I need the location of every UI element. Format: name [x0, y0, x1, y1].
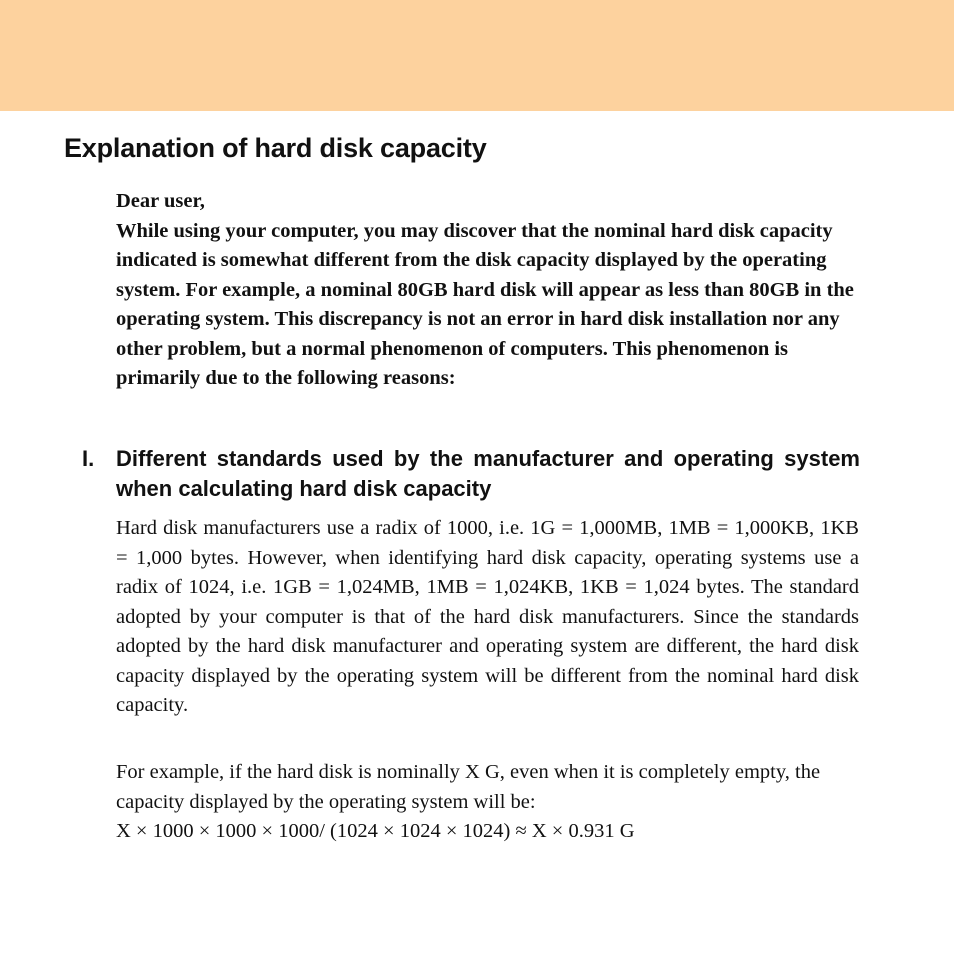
- section-title: Different standards used by the manufacturer and operating system when calculating hard disk capacity: [116, 446, 860, 501]
- radix-paragraph: Hard disk manufacturers use a radix of 1000, i.e. 1G = 1,000MB, 1MB = 1,000KB, 1KB = 1,000 bytes. However, when identifying hard disk capacity, operating systems use a radix of 1024, i.e. 1GB = 1,024MB, 1MB = 1,024KB, 1KB = 1,024 bytes. The standard adopted by your computer is that of the hard disk manufacturers. Since the standards adopted by the hard disk manufacturer and operating system are different, the hard disk capacity displayed by the operating system will be different from the nominal hard disk capacity.: [116, 517, 859, 716]
- example-block: [116, 758, 859, 847]
- header-band: [0, 0, 954, 111]
- capacity-formula: X × 1000 × 1000 × 1000/ (1024 × 1024 × 1024) ≈ X × 0.931 G: [116, 820, 635, 842]
- intro-block: [116, 187, 860, 394]
- intro-paragraph: While using your computer, you may discover that the nominal hard disk capacity indicated is somewhat different from the disk capacity displayed by the operating system. For example, a nominal 80GB hard disk will appear as less than 80GB in the operating system. This discrepancy is not an error in hard disk installation nor any other problem, but a normal phenomenon of computers. This phenomenon is primarily due to the following reasons:: [116, 219, 854, 389]
- page-title: Explanation of hard disk capacity: [64, 133, 487, 163]
- greeting: Dear user,: [116, 190, 205, 212]
- section-heading: [82, 444, 860, 504]
- section-number: I.: [82, 446, 95, 471]
- example-paragraph: For example, if the hard disk is nominally X G, even when it is completely empty, the capacity displayed by the operating system will be:: [116, 761, 821, 813]
